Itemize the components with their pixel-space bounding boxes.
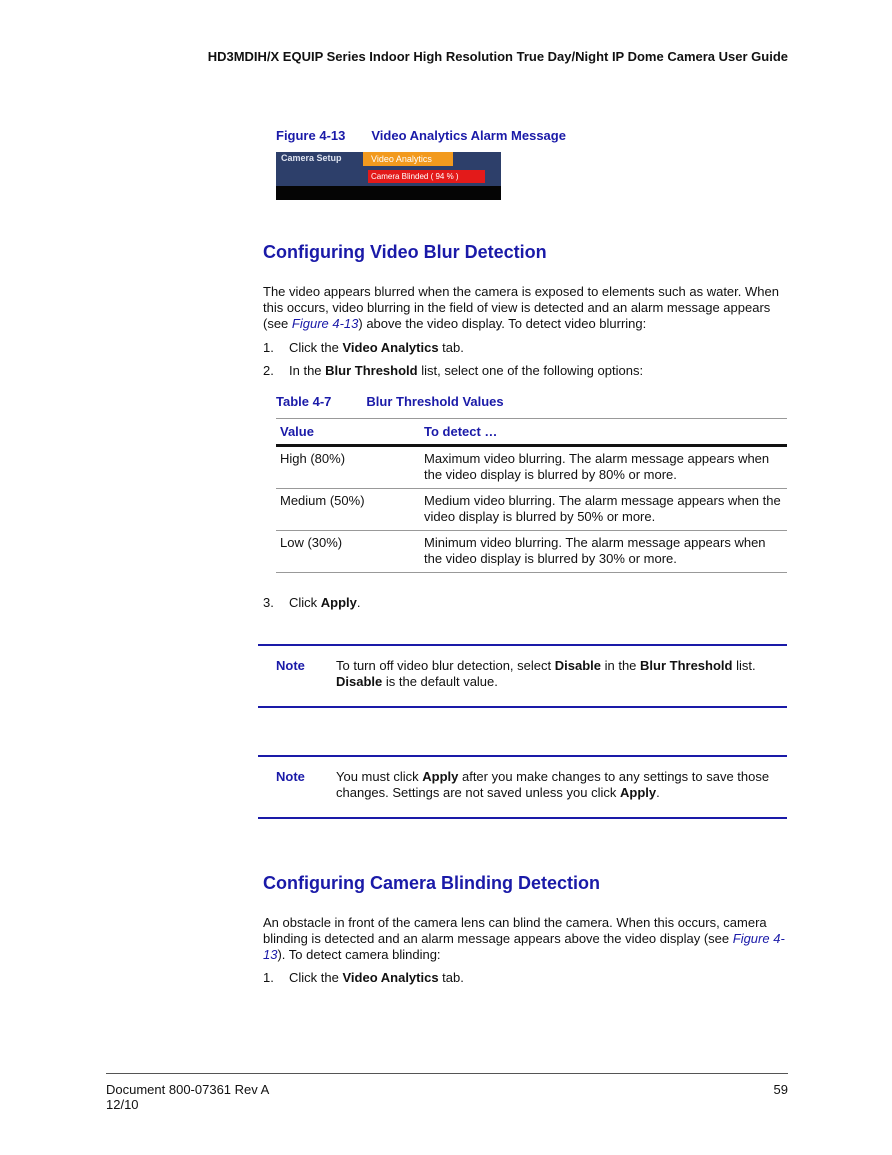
footer-rule [106, 1073, 788, 1074]
table-number: Table 4-7 [276, 394, 332, 409]
step-text: Click the [289, 340, 343, 355]
column-header-to-detect: To detect … [420, 419, 787, 446]
note-box-disable [258, 644, 787, 708]
note-text-part: after you make changes to any settings to save those changes. Settings are not saved unless you click [336, 769, 770, 800]
note-text [336, 658, 781, 690]
table-cell-description: Minimum video blurring. The alarm message appears when the video display is blurred by 30% or more. [420, 531, 787, 573]
table-cell-value: Medium (50%) [276, 489, 420, 531]
step-text: tab. [438, 340, 464, 355]
note-text-part: in the [600, 658, 641, 673]
step-bold: Apply [320, 595, 357, 610]
note-label: Note [276, 769, 305, 784]
step-number: 2. [263, 363, 274, 378]
note-bold: Disable [554, 658, 601, 673]
figure-title: Video Analytics Alarm Message [371, 128, 566, 143]
note-bold: Apply [422, 769, 459, 784]
table-row [276, 489, 787, 531]
blinding-intro-text-1: An obstacle in front of the camera lens can blind the camera. When this occurs, camera blinding is detected and an alarm message appears above the video display (see [263, 915, 767, 946]
step-number: 3. [263, 595, 274, 610]
table-cell-description: Maximum video blurring. The alarm message appears when the video display is blurred by 80% or more. [420, 446, 787, 489]
document-date: 12/10 [106, 1097, 139, 1112]
note-label: Note [276, 658, 305, 673]
alarm-message: Camera Blinded ( 94 % ) [368, 170, 485, 183]
step-text: list, select one of the following options: [417, 363, 644, 378]
table-cell-value: Low (30%) [276, 531, 420, 573]
blinding-intro-paragraph [263, 915, 793, 963]
step-number: 1. [263, 340, 274, 355]
blur-step-2 [263, 363, 643, 378]
blinding-section-heading: Configuring Camera Blinding Detection [263, 873, 601, 893]
figure-link[interactable]: Figure 4-13 [263, 931, 785, 962]
step-number: 1. [263, 970, 274, 985]
blur-intro-text-2: ) above the video display. To detect video blurring: [358, 316, 647, 331]
note-text-part: . [656, 785, 660, 800]
video-display-strip [276, 186, 501, 200]
figure-link[interactable]: Figure 4-13 [291, 316, 359, 331]
table-cell-description: Medium video blurring. The alarm message appears when the video display is blurred by 50% or more. [420, 489, 787, 531]
step-text: In the [289, 363, 326, 378]
step-text: Click [289, 595, 321, 610]
table-caption [276, 394, 504, 409]
video-analytics-alarm-screenshot [276, 152, 501, 200]
table-title: Blur Threshold Values [366, 394, 504, 409]
blur-intro-text-1: The video appears blurred when the camera is exposed to elements such as water. When this occurs, video blurring in the field of view is detected and an alarm message appears (see [263, 284, 779, 331]
note-text-part: list. [732, 658, 756, 673]
note-text [336, 769, 781, 801]
figure-caption [276, 128, 566, 143]
blur-section-heading: Configuring Video Blur Detection [263, 242, 547, 262]
table-row [276, 446, 787, 489]
note-bold: Disable [336, 674, 383, 689]
table-row [276, 531, 787, 573]
step-text: . [356, 595, 361, 610]
blinding-intro-text-2: ). To detect camera blinding: [277, 947, 441, 962]
blur-intro-paragraph [263, 284, 793, 332]
blinding-step-1 [263, 970, 464, 985]
step-bold: Video Analytics [342, 970, 439, 985]
table-cell-value: High (80%) [276, 446, 420, 489]
step-text: tab. [438, 970, 464, 985]
blur-threshold-table [276, 418, 787, 573]
note-text-part: is the default value. [382, 674, 498, 689]
column-header-value: Value [276, 419, 420, 446]
video-analytics-tab: Video Analytics [363, 152, 453, 166]
note-text-part: To turn off video blur detection, select [336, 658, 555, 673]
figure-number: Figure 4-13 [276, 128, 346, 143]
document-number: Document 800-07361 Rev A [106, 1082, 270, 1097]
table-header-row [276, 419, 787, 446]
note-bold: Blur Threshold [640, 658, 733, 673]
blur-step-1 [263, 340, 464, 355]
page-number: 59 [773, 1082, 788, 1097]
running-header: HD3MDIH/X EQUIP Series Indoor High Resolution True Day/Night IP Dome Camera User Guide [207, 49, 788, 64]
step-text: Click the [289, 970, 343, 985]
footer-document-info [106, 1082, 269, 1112]
note-text-part: You must click [336, 769, 423, 784]
note-bold: Apply [620, 785, 657, 800]
note-box-apply [258, 755, 787, 819]
camera-setup-tab: Camera Setup [281, 153, 342, 163]
step-bold: Blur Threshold [325, 363, 418, 378]
blur-step-3 [263, 595, 361, 610]
step-bold: Video Analytics [342, 340, 439, 355]
